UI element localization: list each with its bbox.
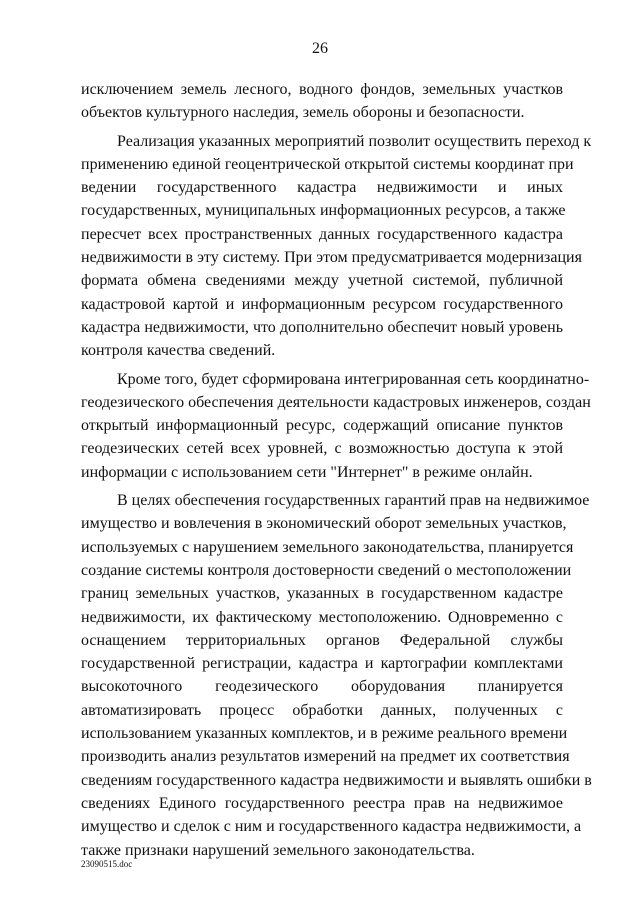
text-line: создание системы контроля достоверности сведений о местоположении — [81, 561, 572, 579]
text-line: высокоточного геодезического оборудования планируется — [81, 678, 563, 696]
paragraph-3 — [81, 368, 591, 484]
text-line: пересчет всех пространственных данных государственного кадастра — [81, 225, 563, 243]
paragraph-2 — [81, 130, 592, 363]
text-line: Кроме того, будет сформирована интегрированная сеть координатно- — [117, 370, 590, 388]
text-line: геодезического обеспечения деятельности кадастровых инженеров, создан — [81, 393, 591, 411]
text-line: объектов культурного наследия, земель обороны и безопасности. — [81, 104, 525, 122]
footer-filename: 23090515.doc — [81, 859, 133, 869]
text-line: недвижимости в эту систему. При этом предусматривается модернизация — [81, 249, 582, 267]
text-line: информации с использованием сети "Интернет" в режиме онлайн. — [81, 463, 533, 481]
text-line: сведениям государственного кадастра недвижимости и выявлять ошибки в — [81, 771, 592, 789]
text-line: государственной регистрации, кадастра и картографии комплектами — [81, 655, 563, 673]
text-line: открытый информационный ресурс, содержащий описание пунктов — [81, 417, 563, 435]
text-line: имущество и сделок с ним и государственного кадастра недвижимости, а — [81, 818, 582, 836]
text-line: недвижимости, их фактическому местоположению. Одновременно с — [81, 608, 563, 626]
text-line: оснащением территориальных органов Федеральной службы — [81, 631, 563, 649]
text-line: использованием указанных комплектов, и в режиме реального времени — [81, 725, 568, 743]
text-line: геодезических сетей всех уровней, с возможностью доступа к этой — [81, 440, 563, 458]
page-number: 26 — [312, 40, 328, 57]
text-line: автоматизировать процесс обработки данных, полученных с — [81, 701, 563, 719]
text-line: ведении государственного кадастра недвижимости и иных — [81, 179, 563, 197]
text-line: используемых с нарушением земельного законодательства, планируется — [81, 538, 574, 556]
text-line: кадастра недвижимости, что дополнительно обеспечит новый уровень — [81, 318, 563, 336]
paragraph-4 — [81, 489, 592, 862]
text-line: сведениях Единого государственного реестра прав на недвижимое — [81, 794, 563, 812]
document-body — [81, 78, 592, 862]
text-line: государственных, муниципальных информационных ресурсов, а также — [81, 202, 566, 220]
text-line: кадастровой картой и информационным ресурсом государственного — [81, 295, 563, 313]
text-line: исключением земель лесного, водного фондов, земельных участков — [81, 81, 563, 98]
text-line: контроля качества сведений. — [81, 342, 276, 360]
text-line: имущество и вовлечения в экономический оборот земельных участков, — [81, 515, 567, 533]
text-line: применению единой геоцентрической открытой системы координат при — [81, 155, 574, 173]
text-line: формата обмена сведениями между учетной системой, публичной — [81, 272, 563, 290]
text-line: также признаки нарушений земельного законодательства. — [81, 841, 475, 859]
paragraph-1 — [81, 78, 563, 125]
text-line: границ земельных участков, указанных в государственном кадастре — [81, 585, 563, 603]
text-line: производить анализ результатов измерений на предмет их соответствия — [81, 748, 570, 766]
text-line: Реализация указанных мероприятий позволит осуществить переход к — [117, 132, 592, 150]
text-line: В целях обеспечения государственных гарантий прав на недвижимое — [117, 492, 590, 510]
